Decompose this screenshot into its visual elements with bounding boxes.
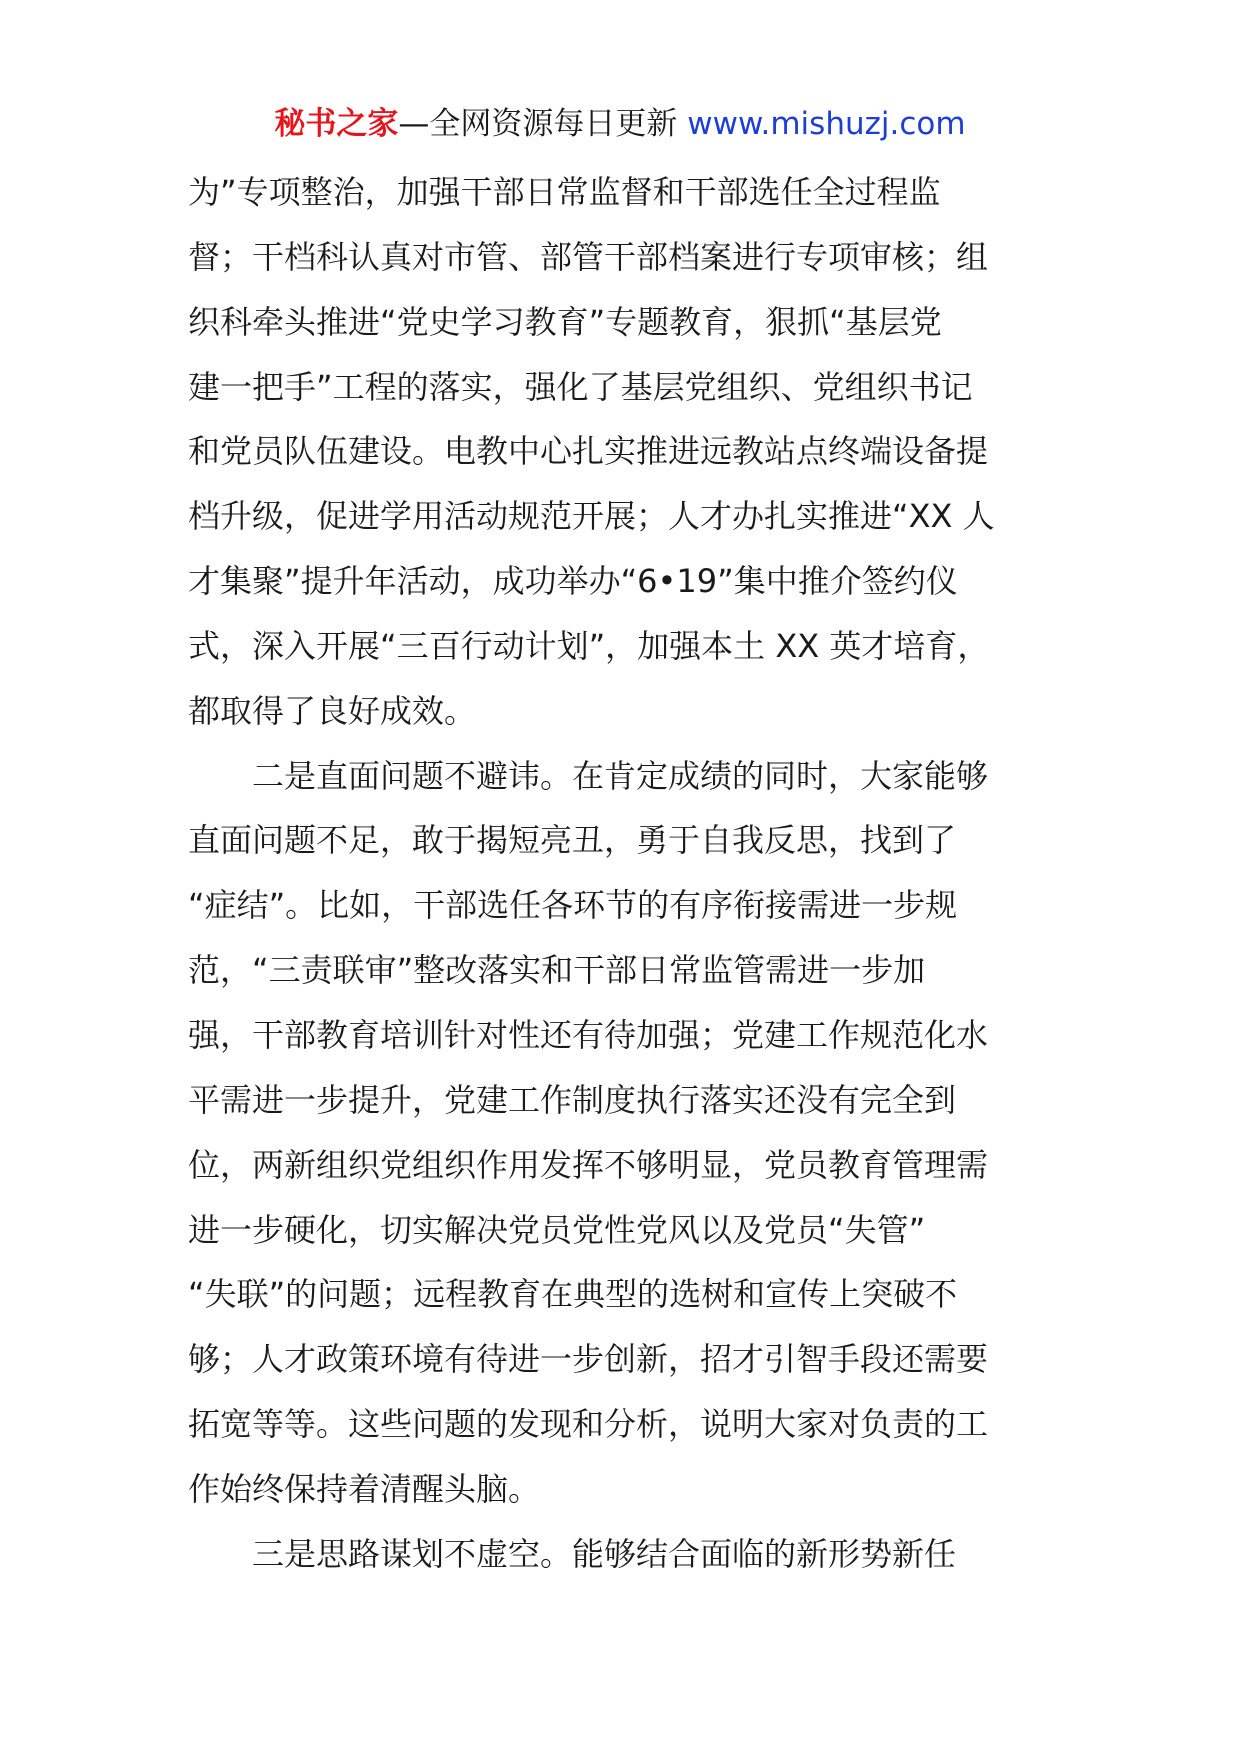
text-line: 都取得了良好成效。: [188, 691, 477, 730]
text-line: 强，干部教育培训针对性还有待加强；党建工作规范化水: [188, 1015, 989, 1054]
brand-name: 秘书之家: [274, 106, 399, 142]
text-line: “失联”的问题；远程教育在典型的选树和宣传上突破不: [188, 1275, 958, 1314]
text-line: 督；干档科认真对市管、部管干部档案进行专项审核；组: [188, 237, 989, 276]
text-line: 范，“三责联审”整改落实和干部日常监管需进一步加: [188, 951, 926, 990]
text-line: 为”专项整治，加强干部日常监督和干部选任全过程监: [188, 173, 941, 211]
paragraph-heading-line: 三是思路谋划不虚空。能够结合面临的新形势新任: [188, 1534, 957, 1573]
text-line: 才集聚”提升年活动，成功举办“6•19”集中推介签约仪: [188, 562, 958, 601]
text-line: “症结”。比如，干部选任各环节的有序衔接需进一步规: [188, 886, 958, 925]
text-line: 平需进一步提升，党建工作制度执行落实还没有完全到: [188, 1080, 957, 1119]
text-line: 式，深入开展“三百行动计划”，加强本土 XX 英才培育，: [188, 626, 990, 665]
text-line: 进一步硬化，切实解决党员党性党风以及党员“失管”: [188, 1210, 926, 1249]
text-line: 够；人才政策环境有待进一步创新，招才引智手段还需要: [188, 1340, 989, 1379]
text-line: 位，两新组织党组织作用发挥不够明显，党员教育管理需: [188, 1145, 989, 1184]
header-tagline: —全网资源每日更新: [398, 106, 678, 142]
site-header: [0, 104, 1240, 144]
text-line: 作始终保持着清醒头脑。: [188, 1469, 541, 1508]
text-line: 直面问题不足，敢于揭短亮丑，勇于自我反思，找到了: [188, 821, 957, 860]
text-line: 档升级，促进学用活动规范开展；人才办扎实推进“XX 人: [188, 497, 995, 536]
text-line: 和党员队伍建设。电教中心扎实推进远教站点终端设备提: [188, 432, 989, 471]
website-link[interactable]: www.mishuzj.com: [687, 106, 966, 142]
paragraph-heading-line: 二是直面问题不避讳。在肯定成绩的同时，大家能够: [188, 756, 989, 795]
text-line: 织科牵头推进“党史学习教育”专题教育，狠抓“基层党: [188, 302, 942, 341]
text-line: 建一把手”工程的落实，强化了基层党组织、党组织书记: [188, 367, 973, 406]
text-line: 拓宽等等。这些问题的发现和分析，说明大家对负责的工: [188, 1405, 989, 1444]
document-body: [188, 160, 1060, 1587]
